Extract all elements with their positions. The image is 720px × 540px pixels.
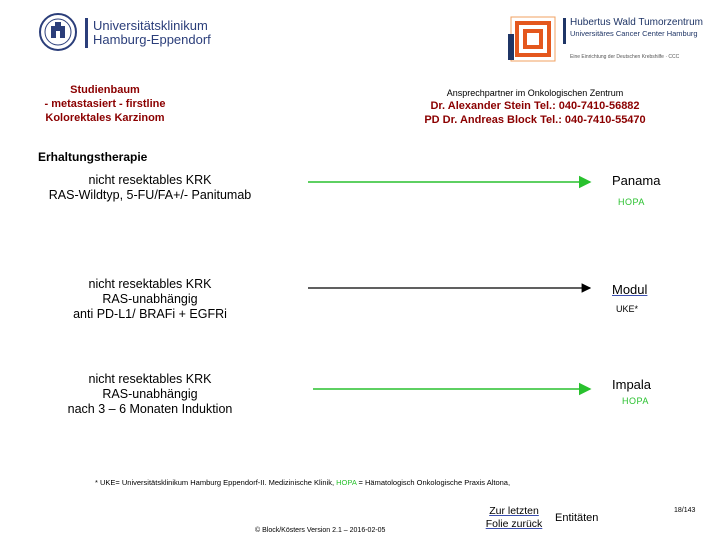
back-to-last-slide-link[interactable] bbox=[480, 505, 548, 531]
footnote bbox=[95, 478, 510, 487]
uke-logo-line2: Hamburg-Eppendorf bbox=[93, 32, 211, 47]
group-1-line-1: nicht resektables KRK bbox=[88, 173, 212, 187]
contact-label: Ansprechpartner im Onkologischen Zentrum bbox=[446, 88, 624, 98]
footnote-hopa: HOPA bbox=[336, 478, 357, 487]
contact-line-stein: Dr. Alexander Stein Tel.: 040-7410-56882 bbox=[430, 100, 640, 112]
group-3-line-2: RAS-unabhängig bbox=[102, 387, 198, 401]
back-link-line-1: Zur letzten bbox=[489, 505, 539, 517]
hwt-logo-name: Hubertus Wald Tumorzentrum bbox=[570, 17, 704, 28]
section-title: Erhaltungstherapie bbox=[38, 150, 148, 164]
uke-logo-line1: Universitätsklinikum bbox=[93, 18, 208, 33]
hwt-logo-subtitle: Universitäres Cancer Center Hamburg bbox=[570, 29, 698, 38]
study-impala[interactable]: Impala bbox=[612, 377, 652, 392]
group-label-panama bbox=[20, 173, 280, 203]
back-link-line-2: Folie zurück bbox=[485, 518, 543, 530]
group-3-line-3: nach 3 – 6 Monaten Induktion bbox=[67, 402, 233, 416]
footnote-part1: * UKE= Universitätsklinikum Hamburg Eppendorf-II. Medizinische Klinik, bbox=[95, 478, 337, 487]
study-title-line-3: Kolorektales Karzinom bbox=[45, 112, 165, 124]
page-number: 18/143 bbox=[674, 507, 696, 514]
site-hopa-impala: HOPA bbox=[622, 396, 649, 406]
entities-link[interactable]: Entitäten bbox=[555, 512, 599, 524]
group-2-line-1: nicht resektables KRK bbox=[88, 277, 212, 291]
hwt-logo-small-text: Eine Einrichtung der Deutschen Krebshilfe · CCC bbox=[570, 54, 680, 60]
site-hopa-panama: HOPA bbox=[618, 197, 645, 207]
group-1-line-2: RAS-Wildtyp, 5-FU/FA+/- Panitumab bbox=[48, 188, 252, 202]
study-modul-link[interactable]: Modul bbox=[612, 282, 648, 297]
footnote-part2: = Hämatologisch Onkologische Praxis Altona, bbox=[356, 478, 511, 487]
study-panama[interactable]: Panama bbox=[612, 173, 661, 188]
group-3-line-1: nicht resektables KRK bbox=[88, 372, 212, 386]
copyright: © Block/Kösters Version 2.1 – 2016-02-05 bbox=[255, 527, 386, 534]
site-uke-modul: UKE* bbox=[616, 304, 639, 314]
group-2-line-2: RAS-unabhängig bbox=[102, 292, 198, 306]
group-label-modul bbox=[20, 277, 280, 322]
study-title-line-2: - metastasiert - firstline bbox=[44, 98, 166, 110]
group-2-line-3: anti PD-L1/ BRAFi + EGFRi bbox=[73, 307, 227, 321]
group-label-impala bbox=[20, 372, 280, 417]
study-title-line-1: Studienbaum bbox=[70, 84, 140, 96]
contact-line-block: PD Dr. Andreas Block Tel.: 040-7410-55470 bbox=[424, 114, 646, 126]
